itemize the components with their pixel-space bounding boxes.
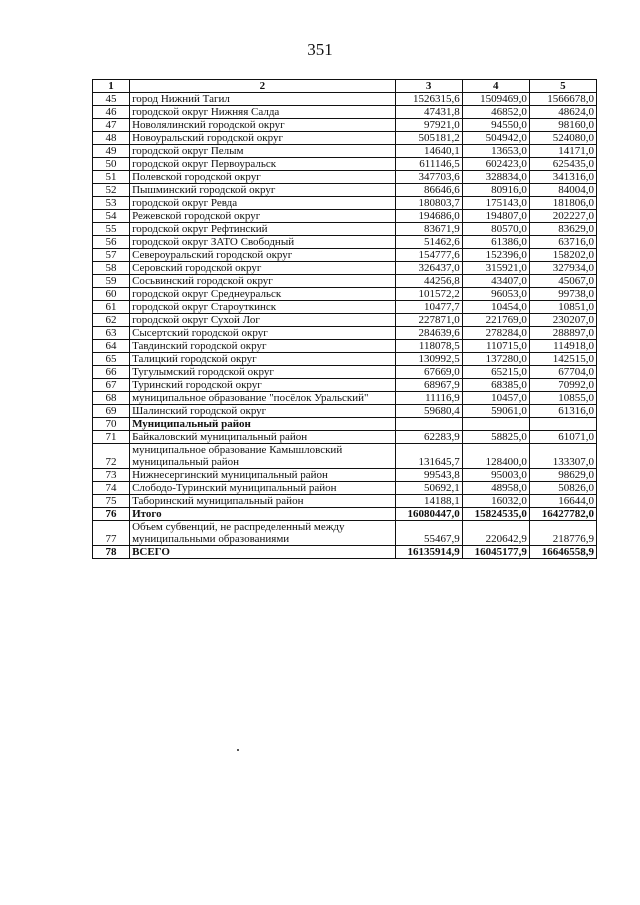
row-value-col4: 194807,0: [462, 210, 529, 223]
row-name: Новоуральский городской округ: [130, 132, 396, 145]
row-number: 72: [93, 444, 130, 469]
row-value-col3: 44256,8: [395, 275, 462, 288]
row-value-col5: 218776,9: [529, 521, 596, 546]
row-number: 57: [93, 249, 130, 262]
row-number: 64: [93, 340, 130, 353]
row-number: 74: [93, 482, 130, 495]
row-name: ВСЕГО: [130, 546, 396, 559]
row-value-col4: 137280,0: [462, 353, 529, 366]
table-row: [93, 521, 597, 546]
row-number: 45: [93, 93, 130, 106]
table-row: [93, 288, 597, 301]
row-number: 58: [93, 262, 130, 275]
row-value-col4: 59061,0: [462, 405, 529, 418]
row-value-col5: 181806,0: [529, 197, 596, 210]
row-value-col4: 16032,0: [462, 495, 529, 508]
row-name: городской округ ЗАТО Свободный: [130, 236, 396, 249]
row-value-col3: 51462,6: [395, 236, 462, 249]
table-row: [93, 508, 597, 521]
row-value-col5: [529, 418, 596, 431]
row-value-col5: 524080,0: [529, 132, 596, 145]
row-value-col5: 84004,0: [529, 184, 596, 197]
row-value-col3: 68967,9: [395, 379, 462, 392]
row-name: город Нижний Тагил: [130, 93, 396, 106]
row-value-col5: 230207,0: [529, 314, 596, 327]
table-row: [93, 223, 597, 236]
row-value-col4: 504942,0: [462, 132, 529, 145]
row-value-col5: 341316,0: [529, 171, 596, 184]
row-name: городской округ Ревда: [130, 197, 396, 210]
row-value-col4: 110715,0: [462, 340, 529, 353]
row-value-col3: 194686,0: [395, 210, 462, 223]
row-value-col4: 61386,0: [462, 236, 529, 249]
row-number: 46: [93, 106, 130, 119]
row-number: 61: [93, 301, 130, 314]
row-number: 50: [93, 158, 130, 171]
row-value-col3: 101572,2: [395, 288, 462, 301]
subvention-table: [92, 79, 597, 559]
row-value-col3: 47431,8: [395, 106, 462, 119]
row-value-col3: 16135914,9: [395, 546, 462, 559]
row-value-col5: 625435,0: [529, 158, 596, 171]
row-value-col4: 278284,0: [462, 327, 529, 340]
row-value-col3: 67669,0: [395, 366, 462, 379]
row-value-col3: 83671,9: [395, 223, 462, 236]
row-number: 71: [93, 431, 130, 444]
row-number: 75: [93, 495, 130, 508]
table-row: [93, 93, 597, 106]
row-value-col4: 328834,0: [462, 171, 529, 184]
row-name: муниципальное образование "посёлок Уральский": [130, 392, 396, 405]
row-value-col4: 175143,0: [462, 197, 529, 210]
row-number: 52: [93, 184, 130, 197]
row-value-col4: 13653,0: [462, 145, 529, 158]
row-value-col5: 16644,0: [529, 495, 596, 508]
row-number: 68: [93, 392, 130, 405]
row-value-col5: 202227,0: [529, 210, 596, 223]
row-number: 47: [93, 119, 130, 132]
row-value-col5: 50826,0: [529, 482, 596, 495]
row-value-col3: 97921,0: [395, 119, 462, 132]
row-value-col4: [462, 418, 529, 431]
row-value-col5: 98160,0: [529, 119, 596, 132]
row-name: Полевской городской округ: [130, 171, 396, 184]
row-name: Слободо-Туринский муниципальный район: [130, 482, 396, 495]
table-row: [93, 392, 597, 405]
row-number: 55: [93, 223, 130, 236]
row-value-col4: 48958,0: [462, 482, 529, 495]
row-number: 67: [93, 379, 130, 392]
row-number: 49: [93, 145, 130, 158]
row-value-col5: 48624,0: [529, 106, 596, 119]
row-name: Шалинский городской округ: [130, 405, 396, 418]
row-value-col4: 80916,0: [462, 184, 529, 197]
table-row: [93, 119, 597, 132]
row-value-col4: 58825,0: [462, 431, 529, 444]
table-body: [93, 93, 597, 559]
table-row: [93, 197, 597, 210]
row-value-col5: 99738,0: [529, 288, 596, 301]
table-row: [93, 444, 597, 469]
table-row: [93, 262, 597, 275]
table-row: [93, 301, 597, 314]
row-value-col4: 10454,0: [462, 301, 529, 314]
table-row: [93, 184, 597, 197]
row-value-col5: 10851,0: [529, 301, 596, 314]
row-value-col3: 14188,1: [395, 495, 462, 508]
row-value-col4: 152396,0: [462, 249, 529, 262]
table-row: [93, 418, 597, 431]
row-value-col4: 315921,0: [462, 262, 529, 275]
row-number: 60: [93, 288, 130, 301]
row-name: Серовский городской округ: [130, 262, 396, 275]
page-number: 351: [307, 40, 333, 59]
row-number: 69: [93, 405, 130, 418]
table-header-row: [93, 80, 597, 93]
row-name: Тугулымский городской округ: [130, 366, 396, 379]
row-value-col4: 46852,0: [462, 106, 529, 119]
row-value-col3: 347703,6: [395, 171, 462, 184]
row-number: 48: [93, 132, 130, 145]
row-value-col3: 62283,9: [395, 431, 462, 444]
table-row: [93, 353, 597, 366]
row-value-col5: 83629,0: [529, 223, 596, 236]
table-row: [93, 145, 597, 158]
table-row: [93, 366, 597, 379]
table-row: [93, 171, 597, 184]
row-number: 59: [93, 275, 130, 288]
column-header-3: 3: [395, 80, 462, 93]
row-value-col3: 131645,7: [395, 444, 462, 469]
row-value-col5: 16646558,9: [529, 546, 596, 559]
row-value-col4: 602423,0: [462, 158, 529, 171]
row-number: 78: [93, 546, 130, 559]
row-value-col4: 221769,0: [462, 314, 529, 327]
row-value-col3: [395, 418, 462, 431]
column-header-1: 1: [93, 80, 130, 93]
table-row: [93, 210, 597, 223]
row-value-col3: 154777,6: [395, 249, 462, 262]
row-name: Нижнесергинский муниципальный район: [130, 469, 396, 482]
row-value-col4: 94550,0: [462, 119, 529, 132]
row-name: Североуральский городской округ: [130, 249, 396, 262]
row-name: Байкаловский муниципальный район: [130, 431, 396, 444]
row-value-col5: 142515,0: [529, 353, 596, 366]
row-value-col4: 15824535,0: [462, 508, 529, 521]
row-value-col3: 50692,1: [395, 482, 462, 495]
row-name: Итого: [130, 508, 396, 521]
row-number: 66: [93, 366, 130, 379]
row-value-col4: 68385,0: [462, 379, 529, 392]
row-value-col5: 45067,0: [529, 275, 596, 288]
row-value-col3: 1526315,6: [395, 93, 462, 106]
row-value-col3: 11116,9: [395, 392, 462, 405]
row-value-col5: 1566678,0: [529, 93, 596, 106]
scan-speck: [237, 749, 239, 751]
row-name: Таборинский муниципальный район: [130, 495, 396, 508]
row-value-col5: 327934,0: [529, 262, 596, 275]
row-name: Объем субвенций, не распределенный между муниципальными образованиями: [130, 521, 396, 546]
row-name: Сысертский городской округ: [130, 327, 396, 340]
row-number: 63: [93, 327, 130, 340]
row-value-col5: 158202,0: [529, 249, 596, 262]
row-value-col4: 10457,0: [462, 392, 529, 405]
row-value-col3: 16080447,0: [395, 508, 462, 521]
row-value-col3: 505181,2: [395, 132, 462, 145]
row-number: 70: [93, 418, 130, 431]
row-value-col4: 43407,0: [462, 275, 529, 288]
row-name: городской округ Староуткинск: [130, 301, 396, 314]
table-row: [93, 495, 597, 508]
row-name: Новолялинский городской округ: [130, 119, 396, 132]
table-row: [93, 314, 597, 327]
row-value-col4: 80570,0: [462, 223, 529, 236]
row-name: городской округ Рефтинский: [130, 223, 396, 236]
row-value-col4: 65215,0: [462, 366, 529, 379]
row-value-col4: 128400,0: [462, 444, 529, 469]
row-name: городской округ Пелым: [130, 145, 396, 158]
row-number: 62: [93, 314, 130, 327]
row-name: городской округ Первоуральск: [130, 158, 396, 171]
row-value-col3: 227871,0: [395, 314, 462, 327]
row-value-col3: 10477,7: [395, 301, 462, 314]
row-value-col5: 14171,0: [529, 145, 596, 158]
row-value-col5: 70992,0: [529, 379, 596, 392]
table-row: [93, 405, 597, 418]
table-row: [93, 236, 597, 249]
table-row: [93, 379, 597, 392]
row-name: Пышминский городской округ: [130, 184, 396, 197]
row-number: 77: [93, 521, 130, 546]
table-row: [93, 340, 597, 353]
row-number: 76: [93, 508, 130, 521]
row-value-col4: 1509469,0: [462, 93, 529, 106]
row-value-col4: 220642,9: [462, 521, 529, 546]
row-value-col3: 611146,5: [395, 158, 462, 171]
row-value-col3: 55467,9: [395, 521, 462, 546]
table-row: [93, 249, 597, 262]
table-row: [93, 546, 597, 559]
table-row: [93, 327, 597, 340]
table-row: [93, 469, 597, 482]
row-value-col3: 14640,1: [395, 145, 462, 158]
row-value-col4: 16045177,9: [462, 546, 529, 559]
row-name: Тавдинский городской округ: [130, 340, 396, 353]
table-row: [93, 158, 597, 171]
row-value-col5: 63716,0: [529, 236, 596, 249]
row-name: Талицкий городской округ: [130, 353, 396, 366]
row-name: городской округ Нижняя Салда: [130, 106, 396, 119]
row-value-col5: 98629,0: [529, 469, 596, 482]
row-number: 51: [93, 171, 130, 184]
row-value-col5: 67704,0: [529, 366, 596, 379]
table-row: [93, 482, 597, 495]
table-row: [93, 431, 597, 444]
row-value-col3: 284639,6: [395, 327, 462, 340]
row-value-col3: 180803,7: [395, 197, 462, 210]
row-value-col5: 288897,0: [529, 327, 596, 340]
table-row: [93, 106, 597, 119]
row-value-col5: 133307,0: [529, 444, 596, 469]
table-row: [93, 275, 597, 288]
column-header-5: 5: [529, 80, 596, 93]
row-name: городской округ Сухой Лог: [130, 314, 396, 327]
column-header-2: 2: [130, 80, 396, 93]
row-value-col3: 118078,5: [395, 340, 462, 353]
row-value-col4: 95003,0: [462, 469, 529, 482]
row-value-col5: 10855,0: [529, 392, 596, 405]
row-name: Сосьвинский городской округ: [130, 275, 396, 288]
row-number: 73: [93, 469, 130, 482]
row-name: Муниципальный район: [130, 418, 396, 431]
row-value-col5: 61071,0: [529, 431, 596, 444]
row-name: городской округ Среднеуральск: [130, 288, 396, 301]
row-value-col5: 61316,0: [529, 405, 596, 418]
row-value-col5: 16427782,0: [529, 508, 596, 521]
row-number: 54: [93, 210, 130, 223]
row-number: 56: [93, 236, 130, 249]
row-value-col5: 114918,0: [529, 340, 596, 353]
row-value-col3: 86646,6: [395, 184, 462, 197]
row-number: 53: [93, 197, 130, 210]
row-value-col3: 326437,0: [395, 262, 462, 275]
row-number: 65: [93, 353, 130, 366]
column-header-4: 4: [462, 80, 529, 93]
row-name: Режевской городской округ: [130, 210, 396, 223]
row-value-col3: 130992,5: [395, 353, 462, 366]
table-row: [93, 132, 597, 145]
row-name: муниципальное образование Камышловский муниципальный район: [130, 444, 396, 469]
row-name: Туринский городской округ: [130, 379, 396, 392]
row-value-col4: 96053,0: [462, 288, 529, 301]
row-value-col3: 59680,4: [395, 405, 462, 418]
row-value-col3: 99543,8: [395, 469, 462, 482]
